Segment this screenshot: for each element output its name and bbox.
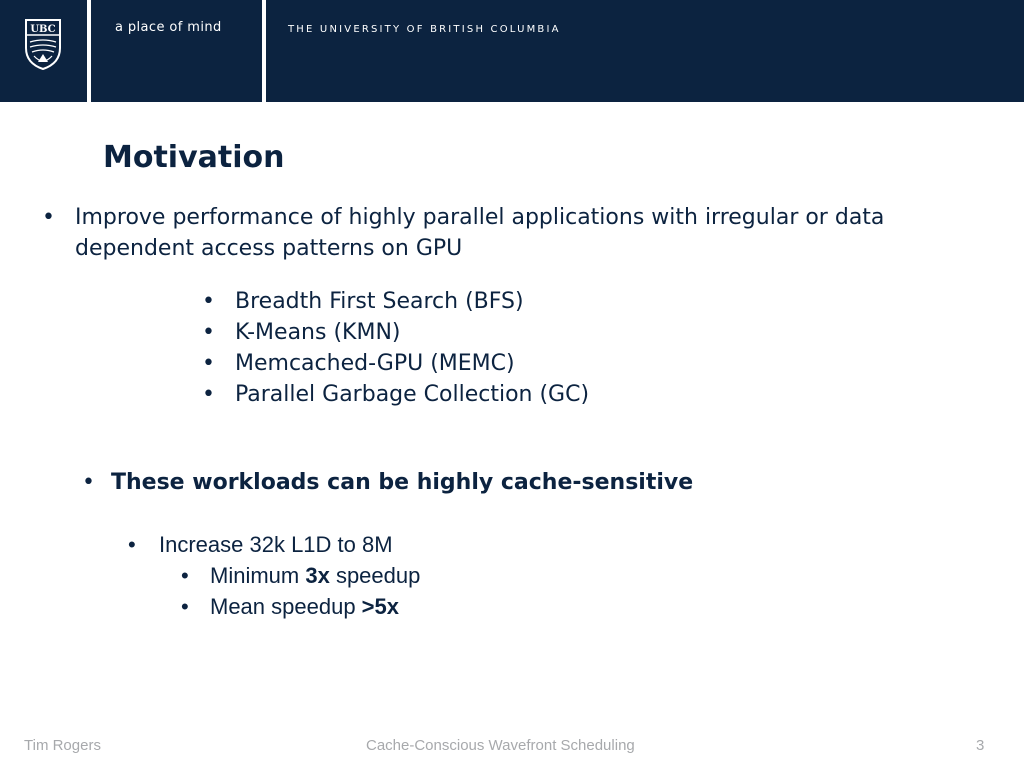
cache-sensitive-bullet: • These workloads can be highly cache-sensitive [82, 467, 982, 498]
university-name-cell [266, 0, 1024, 102]
footer-page-number: 3 [976, 737, 985, 754]
ubc-crest-logo [24, 18, 62, 70]
workload-list [200, 286, 900, 410]
slide-title: Motivation [103, 140, 285, 175]
mean-speedup-value: >5x [361, 594, 399, 619]
minimum-speedup-bullet [181, 560, 681, 591]
speedup-list [181, 560, 681, 622]
minimum-speedup-value: 3x [305, 563, 330, 588]
workload-item-gc: • Parallel Garbage Collection (GC) [200, 379, 900, 410]
svg-text:UBC: UBC [30, 24, 56, 35]
increase-l1d-bullet: • Increase 32k L1D to 8M [128, 529, 628, 560]
increase-bullet-list [128, 529, 628, 560]
tagline-cell [91, 0, 262, 102]
minimum-speedup-suffix: speedup [329, 563, 421, 588]
workload-item-memc: • Memcached-GPU (MEMC) [200, 348, 900, 379]
footer-author: Tim Rogers [24, 737, 101, 754]
university-name: THE UNIVERSITY OF BRITISH COLUMBIA [288, 24, 561, 35]
minimum-speedup-prefix: Minimum [210, 563, 306, 588]
tagline-text: a place of mind [115, 20, 222, 35]
cache-bullet-list [82, 467, 982, 498]
logo-cell [0, 0, 87, 102]
main-bullet-list [42, 202, 992, 264]
mean-speedup-prefix: Mean speedup [210, 594, 362, 619]
main-bullet: • Improve performance of highly parallel applications with irregular or data dependent access patterns on GPU [42, 202, 992, 264]
workload-item-bfs: • Breadth First Search (BFS) [200, 286, 900, 317]
mean-speedup-bullet [181, 591, 681, 622]
footer-talk-title: Cache-Conscious Wavefront Scheduling [366, 737, 635, 754]
workload-item-kmn: • K-Means (KMN) [200, 317, 900, 348]
header-banner [0, 0, 1024, 102]
